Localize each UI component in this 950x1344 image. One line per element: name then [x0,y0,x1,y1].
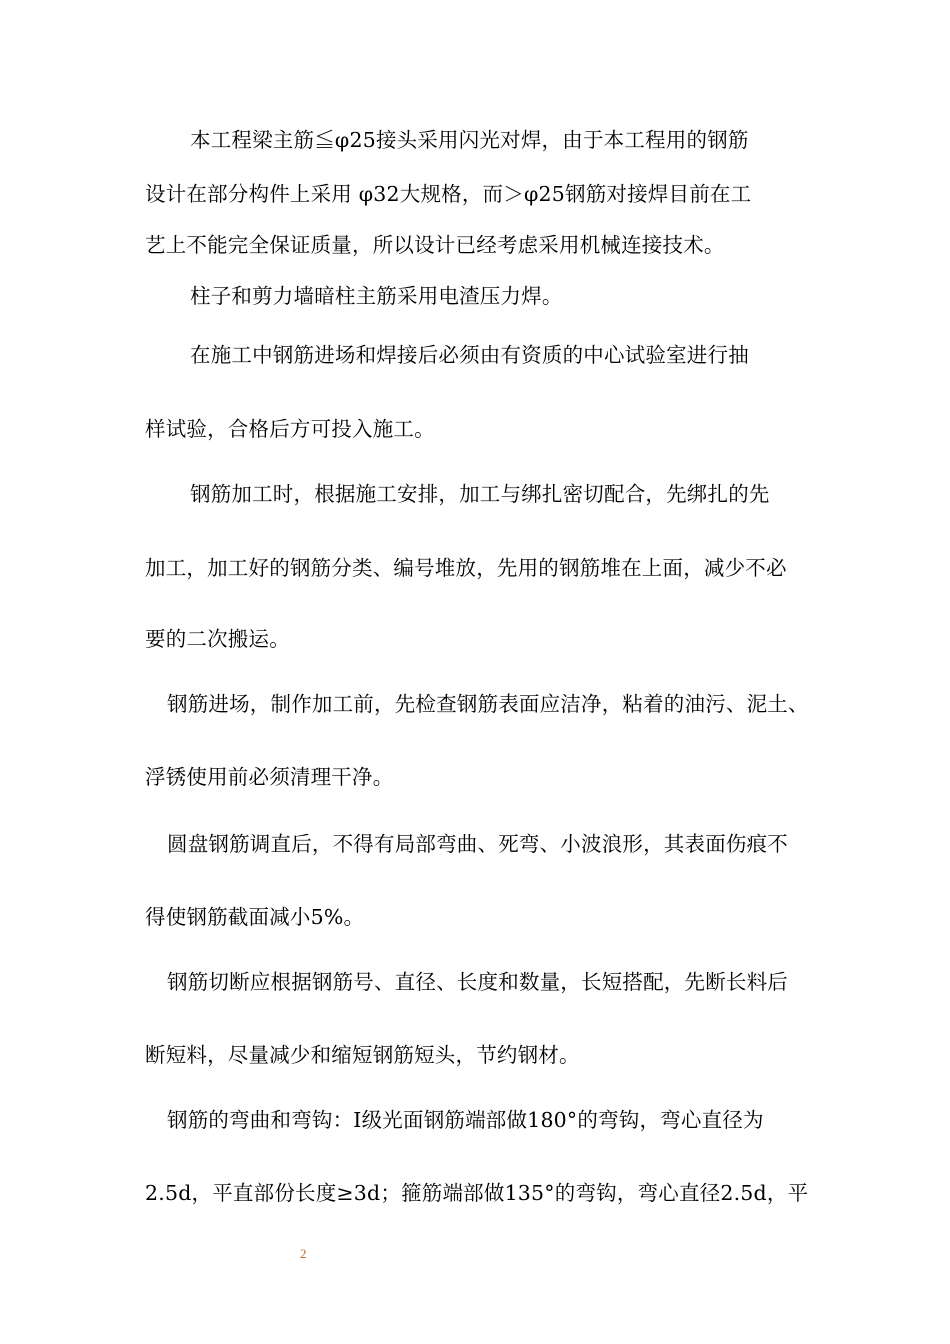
page-number: 2 [300,1246,307,1261]
text-line: 钢筋加工时，根据施工安排，加工与绑扎密切配合，先绑扎的先 [190,482,770,506]
text-line: 样试验，合格后方可投入施工。 [145,417,435,441]
text-line: 圆盘钢筋调直后，不得有局部弯曲、死弯、小波浪形，其表面伤痕不 [167,832,788,856]
text-line: 要的二次搬运。 [145,627,290,651]
text-line: 设计在部分构件上采用 φ32大规格，而＞φ25钢筋对接焊目前在工 [145,182,752,206]
text-line: 浮锈使用前必须清理干净。 [145,765,394,789]
text-line: 艺上不能完全保证质量，所以设计已经考虑采用机械连接技术。 [145,233,725,257]
text-line: 在施工中钢筋进场和焊接后必须由有资质的中心试验室进行抽 [190,343,749,367]
text-line: 柱子和剪力墙暗柱主筋采用电渣压力焊。 [190,284,563,308]
text-line: 断短料，尽量减少和缩短钢筋短头，节约钢材。 [145,1043,580,1067]
text-line: 2.5d，平直部份长度≥3d；箍筋端部做135°的弯钩，弯心直径2.5d，平 [145,1181,809,1205]
text-line: 钢筋进场，制作加工前，先检查钢筋表面应洁净，粘着的油污、泥土、 [167,692,809,716]
text-line: 钢筋切断应根据钢筋号、直径、长度和数量，长短搭配，先断长料后 [167,970,788,994]
text-line: 本工程梁主筋≦φ25接头采用闪光对焊，由于本工程用的钢筋 [190,128,749,152]
text-line: 加工，加工好的钢筋分类、编号堆放，先用的钢筋堆在上面，减少不必 [145,556,787,580]
text-line: 得使钢筋截面减小5%。 [145,905,365,929]
text-line: 钢筋的弯曲和弯钩：I级光面钢筋端部做180°的弯钩，弯心直径为 [167,1108,764,1132]
